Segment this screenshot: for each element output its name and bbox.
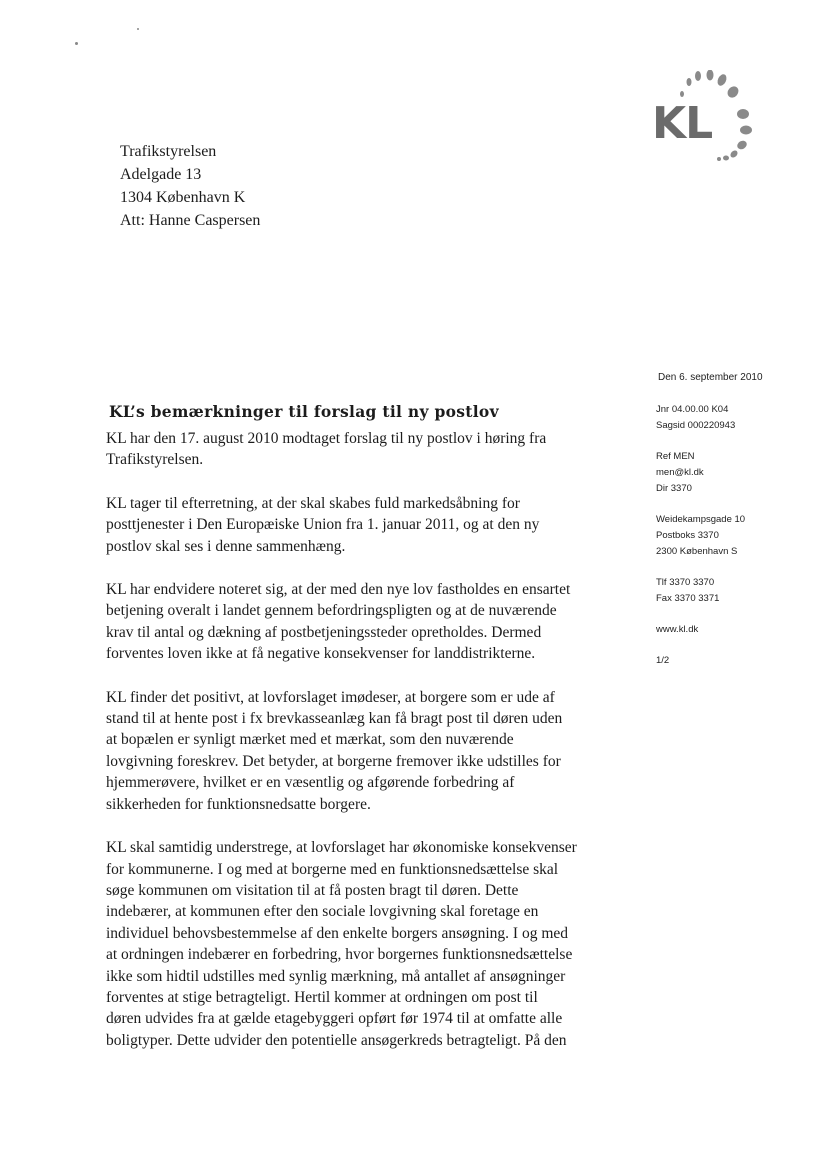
fax: Fax 3370 3371 bbox=[656, 593, 720, 604]
paragraph bbox=[106, 493, 626, 557]
case-id: Sagsid 000220943 bbox=[656, 420, 736, 431]
paragraph bbox=[106, 579, 626, 665]
address-line: Att: Hanne Caspersen bbox=[120, 212, 261, 229]
kl-logo bbox=[648, 70, 760, 170]
paragraph bbox=[106, 428, 626, 471]
text-line: for kommunerne. I og med at borgerne med en funktionsnedsættelse skal bbox=[106, 860, 559, 878]
reference: Ref MEN bbox=[656, 451, 695, 462]
email-link[interactable]: men@kl.dk bbox=[656, 467, 704, 478]
page-number: 1/2 bbox=[656, 655, 670, 666]
text-line: KL har den 17. august 2010 modtaget forslag til ny postlov i høring fra bbox=[106, 430, 547, 447]
journal-number: Jnr 04.00.00 K04 bbox=[656, 404, 729, 415]
city: 2300 København S bbox=[656, 546, 738, 557]
text-line: forventes loven ikke at få negative konsekvenser for landdistrikterne. bbox=[106, 645, 536, 663]
text-line: ikke som hidtil udstilles med synlig mærkning, må antallet af ansøgninger bbox=[106, 967, 566, 985]
address-line: Adelgade 13 bbox=[120, 166, 202, 183]
text-line: betjening overalt i landet gennem befordringspligten og at de nuværende bbox=[106, 602, 557, 620]
text-line: posttjenester i Den Europæiske Union fra 1. januar 2011, og at den ny bbox=[106, 516, 540, 534]
text-line: KL har endvidere noteret sig, at der med den nye lov fastholdes en ensartet bbox=[106, 581, 571, 599]
website-link[interactable]: www.kl.dk bbox=[656, 624, 699, 635]
text-line: søge kommunen om visitation til at få posten bragt til døren. Dette bbox=[106, 881, 519, 899]
text-line: stand til at hente post i fx brevkasseanlæg kan få bragt post til døren uden bbox=[106, 710, 563, 728]
text-line: KL skal samtidig understrege, at lovforslaget har økonomiske konsekvenser bbox=[106, 839, 577, 857]
text-line: at bopælen er synligt mærket med et mærkat, som den nuværende bbox=[106, 731, 514, 749]
text-line: indebærer, at kommunen efter den sociale lovgivning skal foretage en bbox=[106, 903, 539, 921]
journal-info bbox=[656, 402, 806, 434]
street: Weidekampsgade 10 bbox=[656, 514, 746, 525]
paragraph bbox=[106, 687, 626, 815]
recipient-address bbox=[120, 140, 260, 232]
text-line: forventes at stige betragteligt. Hertil kommer at ordningen om post til bbox=[106, 988, 538, 1006]
contact-info bbox=[656, 449, 806, 497]
text-line: postlov skal ses i denne sammenhæng. bbox=[106, 537, 346, 555]
paragraph bbox=[106, 837, 626, 1051]
text-line: krav til antal og dækning af postbetjeningssteder opretholdes. Dermed bbox=[106, 623, 542, 641]
logo-text: KL bbox=[652, 98, 713, 149]
postal-address bbox=[656, 512, 806, 560]
text-line: KL finder det positivt, at lovforslaget imødeser, at borgere som er ude af bbox=[106, 688, 555, 706]
scan-speck bbox=[75, 42, 78, 45]
text-line: at ordningen indebærer en forbedring, hvor borgernes funktionsnedsættelse bbox=[106, 946, 573, 964]
text-line: individuel behovsbestemmelse af den enkelte borgers ansøgning. I og med bbox=[106, 924, 569, 942]
text-line: døren udvides fra at gælde etagebyggeri opført før 1974 til at omfatte alle bbox=[106, 1010, 563, 1028]
sender-info-sidebar bbox=[656, 370, 806, 684]
text-line: hjemmerøvere, hvilket er en væsentlig og afgørende forbedring af bbox=[106, 774, 515, 792]
phone: Tlf 3370 3370 bbox=[656, 577, 715, 588]
text-line: boligtyper. Dette udvider den potentielle ansøgerkreds betragteligt. På den bbox=[106, 1031, 567, 1049]
address-line: 1304 København K bbox=[120, 189, 246, 206]
letter-body bbox=[106, 402, 626, 1073]
text-line: Trafikstyrelsen. bbox=[106, 451, 204, 469]
direct-phone: Dir 3370 bbox=[656, 483, 692, 494]
address-line: Trafikstyrelsen bbox=[120, 143, 217, 160]
text-line: sikkerheden for funktionsnedsatte borgere. bbox=[106, 795, 371, 813]
scan-speck bbox=[137, 28, 139, 30]
text-line: lovgivning foreskrev. Det betyder, at borgerne fremover ikke udstilles for bbox=[106, 752, 561, 770]
letter-date: Den 6. september 2010 bbox=[658, 372, 763, 383]
po-box: Postboks 3370 bbox=[656, 530, 719, 541]
phone-info bbox=[656, 575, 806, 607]
document-title: KL’s bemærkninger til forslag til ny postlov bbox=[109, 402, 499, 421]
text-line: KL tager til efterretning, at der skal skabes fuld markedsåbning for bbox=[106, 494, 520, 512]
